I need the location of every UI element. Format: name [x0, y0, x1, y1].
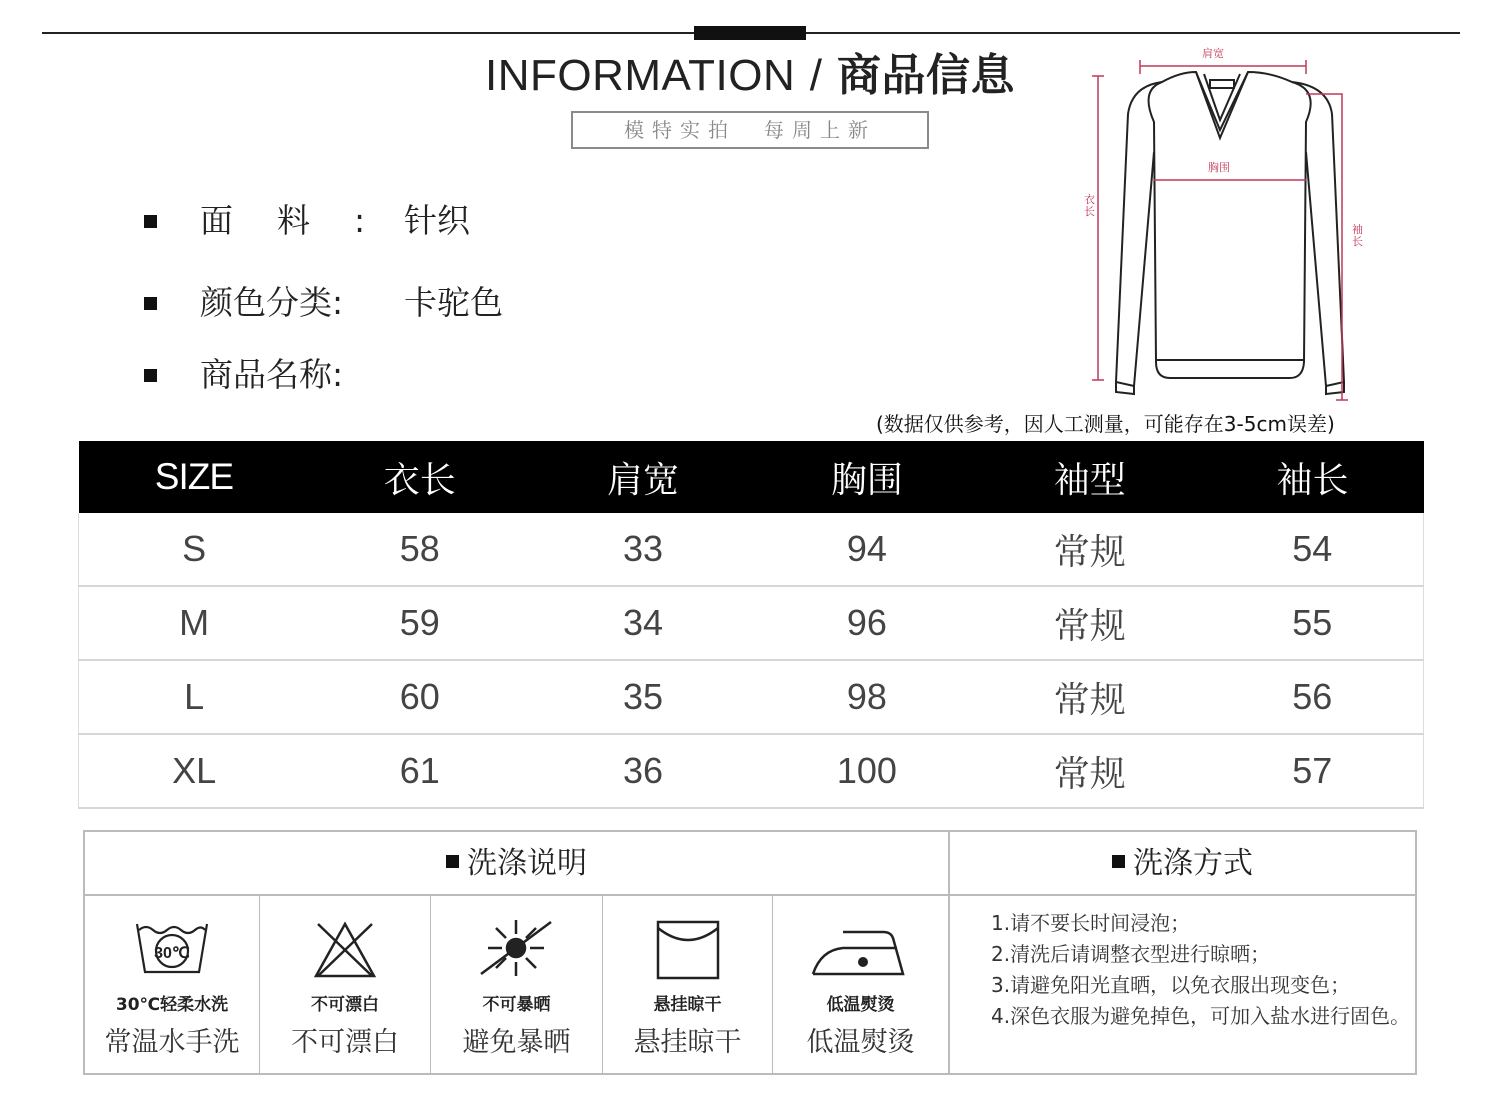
care-small-label: 低温熨烫: [826, 995, 895, 1015]
table-cell: 60: [309, 660, 530, 734]
table-cell: 100: [756, 734, 978, 808]
list-item: 1.请不要长时间浸泡；: [991, 911, 1191, 935]
shoulder-width-label: 肩宽: [1202, 47, 1224, 60]
care-label: 低温熨烫: [806, 1027, 915, 1058]
table-cell: L: [79, 660, 310, 734]
list-item: 3.请避免阳光直晒，以免衣服出现变色；: [991, 973, 1351, 997]
table-cell: 34: [530, 586, 756, 660]
care-small-label: 不可漂白: [311, 995, 379, 1015]
table-row: [79, 660, 1424, 734]
care-small-label: 不可暴晒: [482, 995, 551, 1015]
body-length-label: 衣长: [1084, 193, 1095, 218]
list-item: 2.清洗后请调整衣型进行晾晒；: [991, 942, 1271, 966]
info-row-color: [140, 278, 840, 328]
info-row-material: [140, 196, 840, 246]
wash-care-panel: [83, 830, 1417, 1075]
sweater-measure-diagram: [1070, 42, 1450, 414]
info-value: 针织: [404, 201, 470, 240]
table-cell: 56: [1202, 660, 1424, 734]
care-item-low-iron: [773, 896, 948, 1073]
size-table-header: [79, 441, 1424, 513]
list-item: 4.深色衣服为避免掉色，可加入盐水进行固色。: [991, 1004, 1411, 1028]
measurement-note: (数据仅供参考，因人工测量，可能存在3-5cm误差): [876, 412, 1335, 436]
table-cell: M: [79, 586, 310, 660]
bullet-icon: [144, 369, 157, 382]
table-cell: 常规: [978, 734, 1202, 808]
page-title-en: INFORMATION: [485, 51, 796, 100]
bullet-icon: [1112, 855, 1125, 868]
column-header: 袖型: [978, 441, 1202, 513]
no-bleach-icon: [260, 918, 430, 980]
table-cell: 54: [1202, 513, 1424, 586]
table-cell: 36: [530, 734, 756, 808]
table-cell: 96: [756, 586, 978, 660]
care-small-label: 悬挂晾干: [653, 995, 722, 1015]
info-label: 商品名称:: [200, 355, 344, 394]
table-cell: 57: [1202, 734, 1424, 808]
table-cell: 常规: [978, 513, 1202, 586]
table-cell: S: [79, 513, 310, 586]
info-label: 面料:: [200, 201, 410, 240]
no-sun-icon: [431, 918, 602, 980]
wash-methods-header: [950, 834, 1415, 894]
info-row-name: [140, 350, 840, 400]
table-cell: 常规: [978, 660, 1202, 734]
column-header: 袖长: [1202, 441, 1424, 513]
table-cell: 常规: [978, 586, 1202, 660]
table-cell: 55: [1202, 586, 1424, 660]
care-label: 避免暴晒: [462, 1027, 571, 1058]
wash-temp-label: 30℃: [154, 945, 190, 962]
bullet-icon: [144, 297, 157, 310]
bullet-icon: [446, 855, 459, 868]
table-cell: XL: [79, 734, 310, 808]
wash-methods-title: 洗涤方式: [1133, 846, 1253, 881]
page-title-separator: /: [809, 51, 823, 100]
table-cell: 61: [309, 734, 530, 808]
chest-label: 胸围: [1208, 161, 1230, 174]
column-header: 肩宽: [530, 441, 756, 513]
care-small-label: 30℃轻柔水洗: [115, 995, 229, 1015]
table-cell: 59: [309, 586, 530, 660]
care-label: 悬挂晾干: [633, 1027, 742, 1058]
sweater-outline-icon: [1070, 42, 1450, 414]
care-item-hang-dry: [603, 896, 772, 1073]
care-item-wash: [85, 896, 259, 1073]
column-header: 胸围: [756, 441, 978, 513]
table-cell: 58: [309, 513, 530, 586]
table-row: [79, 586, 1424, 660]
wash-methods-list: [991, 908, 1411, 1032]
table-row: [79, 734, 1424, 808]
low-iron-icon: [773, 918, 948, 980]
care-label: 常温水手洗: [104, 1027, 240, 1058]
size-table: [78, 441, 1424, 809]
header-tab-bar: [694, 26, 806, 40]
care-label: 不可漂白: [291, 1027, 399, 1058]
wash-instructions-header: [85, 834, 948, 894]
table-cell: 94: [756, 513, 978, 586]
table-cell: 98: [756, 660, 978, 734]
subtitle-badge: 模特实拍 每周上新: [571, 111, 929, 149]
table-cell: 33: [530, 513, 756, 586]
page-title-zh: 商品信息: [836, 50, 1015, 101]
care-item-no-sun: [431, 896, 602, 1073]
info-value: 卡驼色: [404, 283, 503, 322]
table-row: [79, 513, 1424, 586]
table-cell: 35: [530, 660, 756, 734]
care-item-no-bleach: [260, 896, 430, 1073]
sleeve-length-label: 袖长: [1352, 223, 1363, 248]
info-label: 颜色分类:: [200, 283, 344, 322]
wash-30c-icon: [85, 918, 259, 980]
hang-dry-icon: [603, 918, 772, 980]
wash-instructions-title: 洗涤说明: [467, 846, 587, 881]
column-header: 衣长: [309, 441, 530, 513]
bullet-icon: [144, 215, 157, 228]
column-header: SIZE: [79, 441, 310, 513]
